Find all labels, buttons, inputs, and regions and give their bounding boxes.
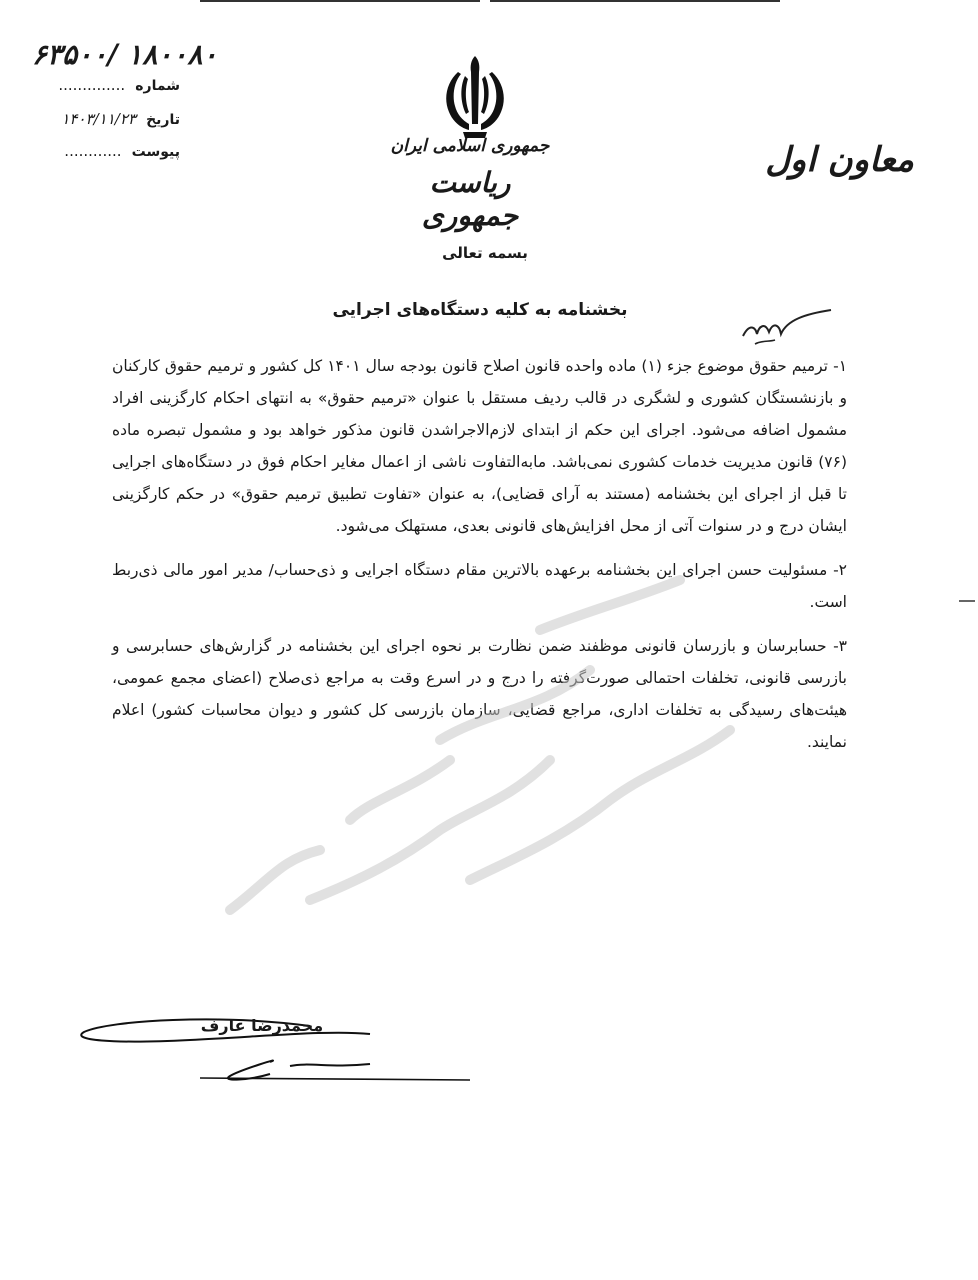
- date-value: ۱۴۰۳/۱۱/۲۳: [61, 110, 136, 128]
- paragraph-3: ۳- حسابرسان و بازرسان قانونی موظفند ضمن نظارت بر نحوه اجرای این بخشنامه در گزارش‌های حسابرسی و بازرسی قانونی، تخلفات احتمالی صورت‌گرفته را درج و در اسرع وقت به مراجع ذی‌صلاح (اعضای مجمع عمومی، هیئت‌های رسیدگی به تخلفات اداری، مراجع قضایی، سازمان بازرسی کل کشور و دیوان محاسبات کشور) اعلام نمایند.: [112, 637, 847, 751]
- number-dots: ..............: [58, 76, 126, 94]
- org-name-line2: ریاست جمهوری: [421, 166, 519, 232]
- number-label: شماره: [135, 78, 180, 94]
- handwritten-note-scribble: [735, 296, 845, 356]
- number-row: [20, 76, 180, 94]
- paragraph-1: ۱- ترمیم حقوق موضوع جزء (۱) ماده واحده قانون اصلاح قانون بودجه سال ۱۴۰۱ کل کشور و ترمیم حقوق کارکنان و بازنشستگان کشوری و لشگری در قالب ردیف مستقل با عنوان «ترمیم حقوق» به انتهای احکام کارگزینی افراد مشمول اضافه می‌شود. اجرای این حکم از ابتدای لازم‌الاجراشدن قانون مذکور خواهد بود و مشمول تبصره ماده (۷۶) قانون مدیریت خدمات کشوری نمی‌باشد. مابه‌التفاوت ناشی از اعمال مغایر احکام فوق در دستگاه‌های اجرایی تا قبل از اجرای این بخشنامه (مستند به آرای قضایی)، به عنوان «تفاوت تطبیق ترمیم حقوق» در حکم کارگزینی ایشان درج و در سنوات آتی از محل افزایش‌های قانونی بعدی، مستهلک می‌شود.: [112, 357, 848, 535]
- top-border: [490, 0, 780, 2]
- signer-name: محمدرضا عارف: [200, 1016, 324, 1035]
- attachment-row: [20, 142, 180, 160]
- letter-body: [112, 350, 847, 770]
- letter-number: ۶۳۵۰۰/ ۱۸۰۰۸۰: [32, 38, 218, 71]
- paragraph-2: ۲- مسئولیت حسن اجرای این بخشنامه برعهده بالاترین مقام دستگاه اجرایی و ذی‌حساب/ مدیر امور مالی ذی‌ربط است.: [112, 561, 847, 611]
- org-name-line1: جمهوری اسلامی ایران: [390, 136, 550, 156]
- attachment-value: ............: [64, 142, 122, 160]
- date-label: تاریخ: [146, 112, 180, 128]
- attachment-label: پیوست: [131, 144, 180, 160]
- top-border: [200, 0, 480, 2]
- circular-title: بخشنامه به کلیه دستگاه‌های اجرایی: [332, 300, 628, 320]
- iran-emblem-icon: [425, 52, 525, 142]
- deputy-title: معاون اول: [765, 140, 914, 180]
- margin-mark: [958, 598, 976, 604]
- date-row: [20, 110, 180, 128]
- basmala: بسمه تعالی: [442, 244, 528, 262]
